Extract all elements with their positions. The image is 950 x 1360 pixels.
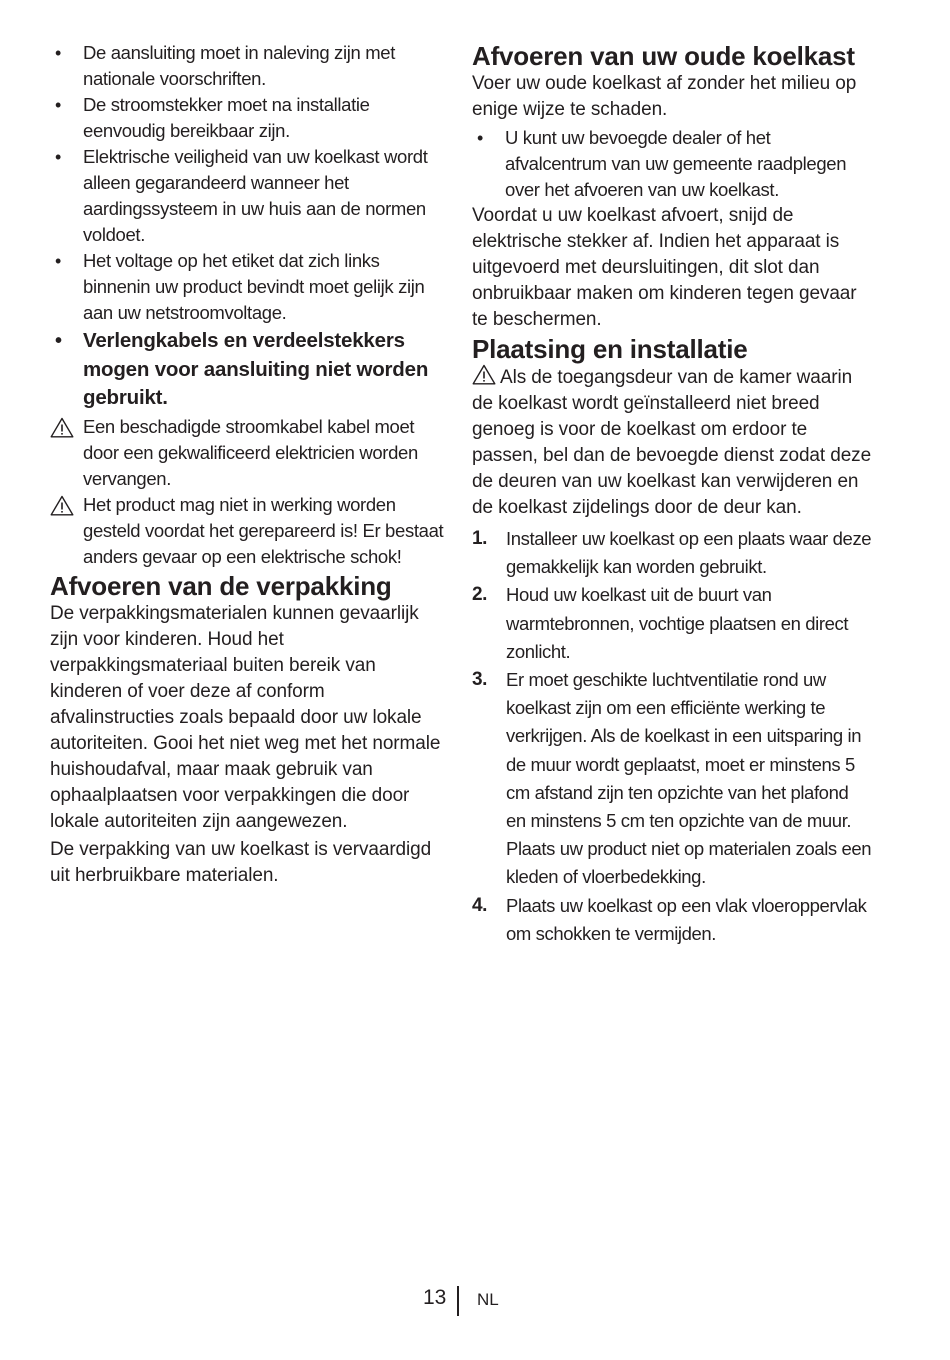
placement-warning: Als de toegangsdeur van de kamer waarin de koelkast wordt geïnstalleerd niet breed genoeg is voor de koelkast om erdoor te passen, bel dan de bevoegde dienst zodat deze de deuren van uw koelkast kan verwijderen en de koelkast zijdelings door de deur kan. bbox=[472, 364, 872, 521]
old-fridge-bullet-list bbox=[472, 125, 872, 203]
step-item: 2. Houd uw koelkast uit de buurt van warmtebronnen, vochtige plaatsen en direct zonlicht. bbox=[472, 581, 872, 666]
bullet-icon: • bbox=[55, 147, 61, 167]
bullet-icon: • bbox=[55, 95, 61, 115]
section-heading-packaging: Afvoeren van de verpakking bbox=[50, 570, 392, 601]
language-code: NL bbox=[477, 1290, 499, 1309]
page-footer bbox=[0, 1284, 950, 1320]
list-item: • De stroomstekker moet na installatie eenvoudig bereikbaar zijn. bbox=[55, 94, 370, 141]
warning-triangle-icon bbox=[472, 364, 496, 385]
connection-bullet-list bbox=[50, 40, 450, 413]
step-item: 4. Plaats uw koelkast op een vlak vloeroppervlak om schokken te vermijden. bbox=[472, 892, 872, 948]
packaging-paragraph: De verpakkingsmaterialen kunnen gevaarlijk zijn voor kinderen. Houd het verpakkingsmateriaal buiten bereik van kinderen of voer deze af conform afvalinstructies zoals bepaald door uw lokale autoriteiten. Gooi het niet weg met het normale huishoudafval, maar maak gebruik van ophaalplaatsen voor verpakkingen die door lokale autoriteiten zijn aangewezen. bbox=[50, 602, 441, 832]
right-column bbox=[472, 40, 872, 948]
step-item: 1. Installeer uw koelkast op een plaats waar deze gemakkelijk kan worden gebruikt. bbox=[472, 525, 872, 581]
list-item: • U kunt uw bevoegde dealer of het afvalcentrum van uw gemeente raadplegen over het afvoeren van uw koelkast. bbox=[477, 127, 847, 200]
old-fridge-intro: Voer uw oude koelkast af zonder het milieu op enige wijze te schaden. bbox=[472, 73, 857, 120]
step-number: 3. bbox=[472, 669, 488, 691]
list-item: • Het voltage op het etiket dat zich links binnenin uw product bevindt moet gelijk zijn aan uw netstroomvoltage. bbox=[55, 250, 425, 323]
step-item: 3. Er moet geschikte luchtventilatie rond uw koelkast zijn om een efficiënte werking te verkrijgen. Als de koelkast in een uitsparing in de muur wordt geplaatst, moet er minstens 5 cm afstand zijn ten opzichte van het plafond en minstens 5 cm ten opzichte van de muur. Plaats uw product niet op materialen zoals een kleden of vloerbedekking. bbox=[472, 666, 872, 892]
placement-steps bbox=[472, 525, 872, 948]
old-fridge-paragraph: Voordat u uw koelkast afvoert, snijd de elektrische stekker af. Indien het apparaat is uitgevoerd met deursluitingen, dit slot dan onbruikbaar maken om kinderen tegen gevaar te beschermen. bbox=[472, 205, 857, 330]
warning-note: Een beschadigde stroomkabel kabel moet door een gekwalificeerd elektricien worden vervangen. bbox=[50, 414, 450, 492]
warning-triangle-icon bbox=[50, 417, 74, 438]
step-number: 4. bbox=[472, 894, 488, 916]
warning-triangle-icon bbox=[50, 495, 74, 516]
list-item: • Elektrische veiligheid van uw koelkast wordt alleen gegarandeerd wanneer het aardingssysteem in uw huis aan de normen voldoet. bbox=[55, 146, 428, 245]
step-number: 2. bbox=[472, 584, 488, 606]
left-column bbox=[50, 40, 450, 889]
bullet-icon: • bbox=[55, 251, 61, 271]
packaging-paragraph: De verpakking van uw koelkast is vervaardigd uit herbruikbare materialen. bbox=[50, 838, 432, 886]
section-heading-old-fridge: Afvoeren van uw oude koelkast bbox=[472, 41, 855, 71]
warning-note: Het product mag niet in werking worden gesteld voordat het gerepareerd is! Er bestaat anders gevaar op een elektrische schok! bbox=[50, 492, 450, 570]
step-number: 1. bbox=[472, 528, 488, 549]
page-number: 13 bbox=[423, 1286, 447, 1309]
bullet-icon: • bbox=[55, 330, 62, 352]
list-item-bold: • Verlengkabels en verdeelstekkers mogen voor aansluiting niet worden gebruikt. bbox=[55, 329, 429, 409]
bullet-icon: • bbox=[477, 128, 483, 148]
footer-divider bbox=[457, 1286, 459, 1316]
section-heading-placement: Plaatsing en installatie bbox=[472, 334, 748, 364]
bullet-icon: • bbox=[55, 43, 61, 63]
list-item: • De aansluiting moet in naleving zijn met nationale voorschriften. bbox=[55, 42, 395, 89]
